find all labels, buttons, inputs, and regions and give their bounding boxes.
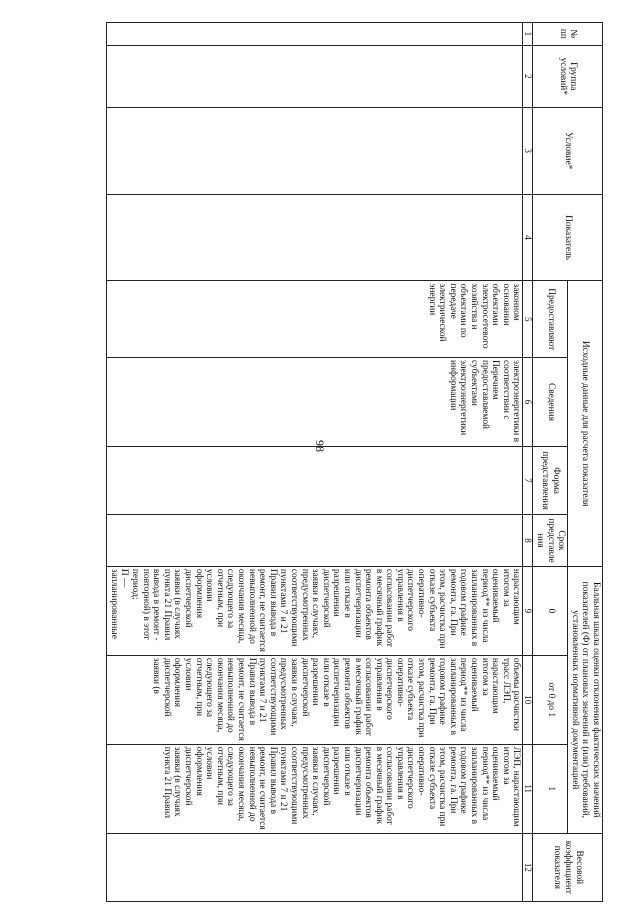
col-num-2: 2 <box>523 45 533 107</box>
cell-term <box>107 515 523 567</box>
header-score-1: 1 <box>533 744 568 833</box>
header-indicator: Показатель <box>533 194 603 281</box>
col-num-10: 10 <box>523 655 533 744</box>
header-num: № пп <box>533 23 603 46</box>
column-number-row <box>523 23 533 902</box>
cell-indicator <box>107 194 523 281</box>
cell-weight <box>107 833 523 901</box>
col-num-11: 11 <box>523 744 533 833</box>
header-form: Форма представления <box>533 446 568 514</box>
header-group: Группа условий* <box>533 45 603 107</box>
cell-provides: законном основании объектами электросетевого хозяйства и объектами по передаче электрической энергии <box>107 281 523 358</box>
header-row-1 <box>568 23 603 902</box>
cell-group <box>107 45 523 107</box>
rotated-table-container <box>58 22 603 902</box>
col-num-3: 3 <box>523 107 533 194</box>
header-scale: Балльная шкала оценки отклонения фактических значений показателей (Ф) от плановых значений и (или) требований, установленных нормативной документацией <box>568 566 603 833</box>
cell-score-0: нарастающим итогом за оцениваемый период** из числа запланированных в годовом графике ремонта, га. При этом, расчистка при отказе субъекта оперативно-диспетчерского управления в согласовании работ в месячный график ремонта объектов диспетчеризации или отказе в разрешении диспетчерской заявки в случаях, предусмотренных соответствующими пунктами 7 и 21 Правил вывода в ремонт, не считается невыполненной до окончания месяца, следующего за отчетным, при условии оформления диспетчерской заявки (в случаях пункта 21 Правил вывода в ремонт - повторной) в этот период; П — запланированные <box>107 566 523 655</box>
cell-condition <box>107 107 523 194</box>
cell-score-1: ЛЭП, нарастающим итогом за оцениваемый период** из числа запланированных в годовом графике ремонта, га. При этом, расчистка при отказе субъекта оперативно-диспетчерского управления в согласовании работ в месячный график ремонта объектов диспетчеризации или отказе в разрешении диспетчерской заявки в случаях, предусмотренных соответствующими пунктами 7 и 21 Правил вывода в ремонт, не считается невыполненной до окончания месяца, следующего за отчетным, при условии оформления диспетчерской заявки (в случаях пункта 21 Правил <box>107 744 523 833</box>
col-num-8: 8 <box>523 515 533 567</box>
col-num-4: 4 <box>523 194 533 281</box>
col-num-12: 12 <box>523 833 533 901</box>
indicator-table <box>106 22 603 902</box>
col-num-6: 6 <box>523 358 533 447</box>
header-condition: Условие* <box>533 107 603 194</box>
header-weight: Весовой коэффициент показателя <box>533 833 603 901</box>
cell-form <box>107 446 523 514</box>
cell-score-0-1: объемы расчистки трасс ЛЭП, нарастающим итогом за оцениваемый период** из числа запланированных в годовом графике ремонта, га. При этом, расчистка при отказе субъекта оперативно-диспетчерского управления в согласовании работ в месячный график ремонта объектов диспетчеризации или отказе в разрешении диспетчерской заявки в случаях, предусмотренных соответствующими пунктами 7 и 21 Правил вывода в ремонт, не считается невыполненной до окончания месяца, следующего за отчетным, при условии оформления диспетчерской заявки (в <box>107 655 523 744</box>
header-info: Сведения <box>533 358 568 447</box>
table-row <box>107 23 523 902</box>
cell-info: электроэнергетики в соответствии с Перечнем предоставляемой субъектами электроэнергетики информации <box>107 358 523 447</box>
col-num-7: 7 <box>523 446 533 514</box>
header-score-0-1: от 0 до 1 <box>533 655 568 744</box>
col-num-9: 9 <box>523 566 533 655</box>
header-source-data: Исходные данные для расчета показателя <box>568 281 603 566</box>
header-provides: Предоставляют <box>533 281 568 358</box>
cell-num <box>107 23 523 46</box>
col-num-5: 5 <box>523 281 533 358</box>
header-score-0: 0 <box>533 566 568 655</box>
col-num-1: 1 <box>523 23 533 46</box>
header-term: Срок представления <box>533 515 568 567</box>
page-number: 98 <box>313 440 327 452</box>
